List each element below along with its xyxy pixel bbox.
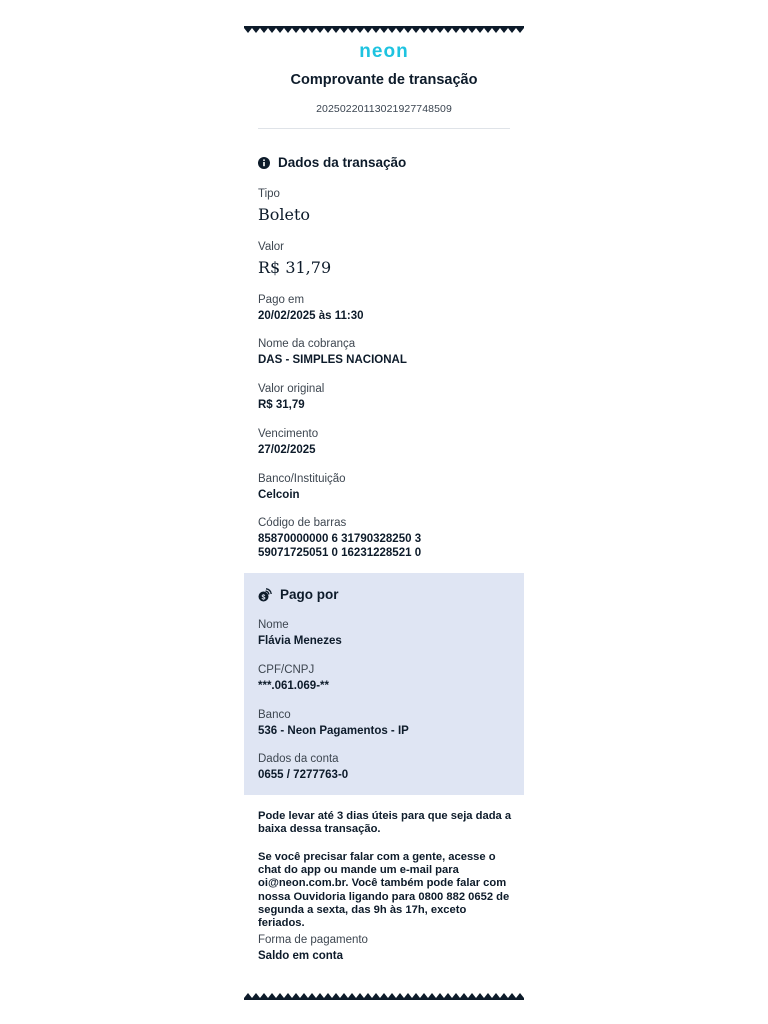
payer-section-header bbox=[258, 587, 339, 602]
processing-note: Pode levar até 3 dias úteis para que seja dada a baixa dessa transação. bbox=[258, 810, 512, 836]
field-label: Código de barras bbox=[258, 517, 347, 529]
field-label: Banco/Instituição bbox=[258, 473, 346, 485]
field-value: 27/02/2025 bbox=[258, 444, 316, 456]
field-value: 536 - Neon Pagamentos - IP bbox=[258, 725, 409, 737]
field-forma-pagamento bbox=[258, 933, 514, 963]
svg-text:$: $ bbox=[261, 594, 266, 601]
neon-logo-mark bbox=[352, 42, 416, 62]
field-value: 20/02/2025 às 11:30 bbox=[258, 310, 364, 322]
field-value: R$ 31,79 bbox=[258, 399, 305, 411]
zigzag-edge-top bbox=[244, 26, 524, 34]
field-cpf-cnpj bbox=[258, 663, 514, 693]
neon-logo bbox=[244, 42, 524, 62]
field-nome-cobranca bbox=[258, 337, 514, 367]
field-label: Pago em bbox=[258, 294, 305, 306]
coin-icon bbox=[258, 588, 272, 602]
field-label: Banco bbox=[258, 709, 291, 721]
receipt bbox=[244, 26, 524, 1000]
field-tipo bbox=[258, 187, 514, 224]
field-label: Vencimento bbox=[258, 428, 319, 440]
field-banco bbox=[258, 708, 514, 738]
field-value: Boleto bbox=[258, 205, 311, 224]
field-label: Nome da cobrança bbox=[258, 338, 356, 350]
contact-note: Se você precisar falar com a gente, acesse o chat do app ou mande um e-mail para oi@neon.com.br. Você também pode falar com nossa Ouvidoria ligando para 0800 882 0652 de segunda a sexta, das 9h às 17h, exceto feriados. bbox=[258, 851, 510, 930]
field-value: DAS - SIMPLES NACIONAL bbox=[258, 354, 407, 366]
page-title: Comprovante de transação bbox=[290, 72, 478, 88]
field-label: Valor bbox=[258, 241, 284, 253]
field-pago-em bbox=[258, 293, 514, 323]
transaction-section-header bbox=[258, 155, 406, 170]
barcode-line-2: 59071725051 0 16231228521 0 bbox=[258, 547, 422, 559]
field-banco-instituicao bbox=[258, 472, 514, 502]
transaction-code: 20250220113021927748509 bbox=[316, 103, 452, 115]
field-value: Celcoin bbox=[258, 489, 300, 501]
field-codigo-barras bbox=[258, 516, 514, 560]
field-value: Flávia Menezes bbox=[258, 635, 342, 647]
field-label: Nome bbox=[258, 619, 289, 631]
section-title: Pago por bbox=[280, 587, 339, 602]
payer-section bbox=[244, 573, 524, 795]
info-icon bbox=[258, 157, 270, 169]
barcode-line-1: 85870000000 6 31790328250 3 bbox=[258, 533, 422, 545]
field-nome bbox=[258, 618, 514, 648]
field-dados-conta bbox=[258, 752, 514, 782]
svg-text:neon: neon bbox=[359, 42, 409, 62]
field-value: R$ 31,79 bbox=[258, 258, 332, 277]
field-label: Tipo bbox=[258, 188, 280, 200]
section-title: Dados da transação bbox=[278, 155, 407, 170]
field-label: Dados da conta bbox=[258, 753, 339, 765]
field-value: 0655 / 7277763-0 bbox=[258, 769, 349, 781]
field-label: Valor original bbox=[258, 383, 325, 395]
divider bbox=[258, 128, 510, 129]
field-valor-original bbox=[258, 382, 514, 412]
field-vencimento bbox=[258, 427, 514, 457]
field-valor bbox=[258, 240, 514, 277]
field-value: ***.061.069-** bbox=[258, 680, 329, 692]
zigzag-edge-bottom bbox=[244, 992, 524, 1000]
field-value: Saldo em conta bbox=[258, 950, 343, 962]
field-label: CPF/CNPJ bbox=[258, 664, 315, 676]
field-label: Forma de pagamento bbox=[258, 934, 368, 946]
